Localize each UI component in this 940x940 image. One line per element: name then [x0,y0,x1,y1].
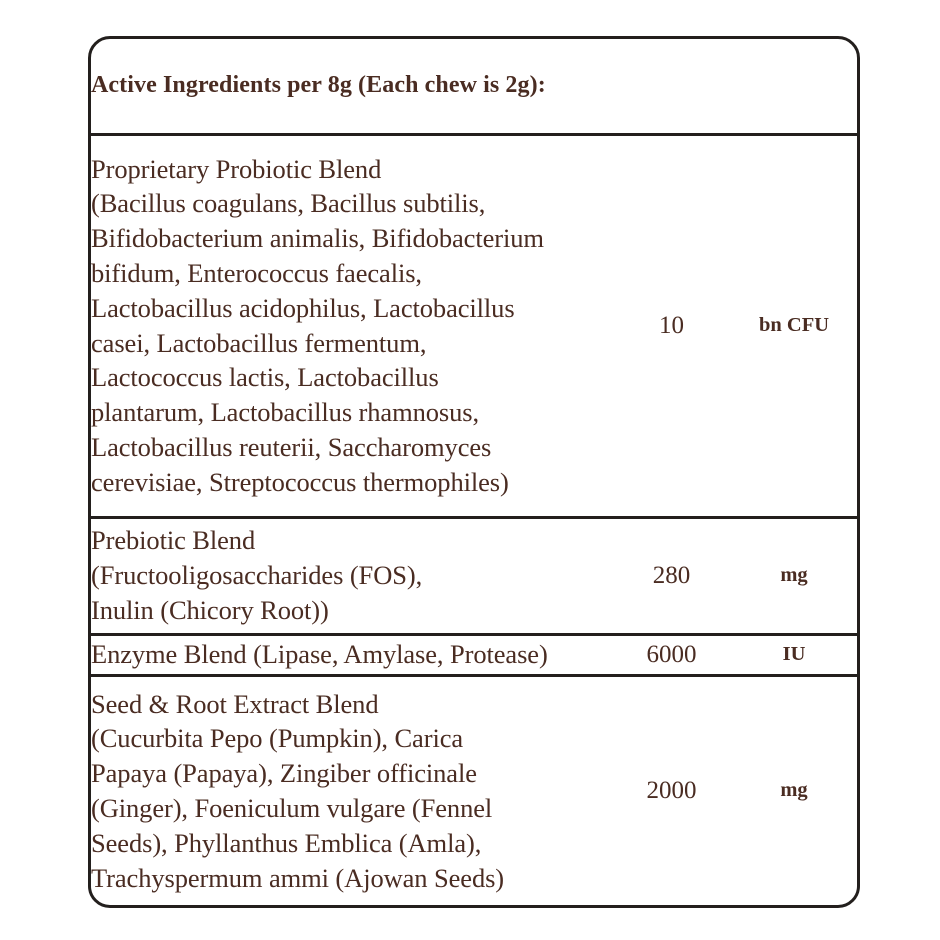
ingredient-line: Seeds), Phyllanthus Emblica (Amla), [91,827,482,858]
table-header-row [91,39,857,134]
ingredient-line: (Fructooligosaccharides (FOS), [91,560,423,591]
unit-column-header [731,39,857,134]
ingredient-amount: 280 [612,517,731,634]
ingredient-unit: IU [731,634,857,675]
ingredient-line: plantarum, Lactobacillus rhamnosus, [91,397,480,428]
ingredient-name-prebiotic-blend [91,517,612,634]
ingredient-name-seed-root-extract-blend [91,675,612,905]
ingredient-line: (Ginger), Foeniculum vulgare (Fennel [91,792,493,823]
ingredient-line: casei, Lactobacillus fermentum, [91,327,427,358]
ingredient-line: Lactobacillus acidophilus, Lactobacillus [91,292,515,323]
table-row [91,134,857,517]
ingredient-line: Lactobacillus reuterii, Saccharomyces [91,431,492,462]
ingredient-line: (Cucurbita Pepo (Pumpkin), Carica [91,723,464,754]
ingredient-name-probiotic-blend [91,134,612,517]
table-row [91,675,857,905]
ingredient-line: Proprietary Probiotic Blend [91,153,382,184]
table-row [91,634,857,675]
table-body [91,39,857,905]
ingredient-amount: 10 [612,134,731,517]
active-ingredients-heading: Active Ingredients per 8g (Each chew is 2g): [91,72,546,99]
ingredient-line: Papaya (Papaya), Zingiber officinale [91,758,477,789]
ingredient-line: Trachyspermum ammi (Ajowan Seeds) [91,862,505,893]
ingredient-line: (Bacillus coagulans, Bacillus subtilis, [91,188,486,219]
supplement-facts-panel [88,36,860,908]
ingredient-line: Bifidobacterium animalis, Bifidobacterium [91,223,544,254]
ingredient-amount: 6000 [612,634,731,675]
ingredient-unit: mg [731,675,857,905]
ingredient-unit: mg [731,517,857,634]
ingredient-line: cerevisiae, Streptococcus thermophiles) [91,466,509,497]
ingredient-line: bifidum, Enterococcus faecalis, [91,257,422,288]
ingredient-name-enzyme-blend [91,634,612,675]
ingredient-unit: bn CFU [731,134,857,517]
active-ingredients-table [91,39,857,905]
ingredient-line: Inulin (Chicory Root)) [91,595,329,626]
ingredient-line: Seed & Root Extract Blend [91,688,379,719]
ingredient-line: Prebiotic Blend [91,525,256,556]
ingredient-line: Enzyme Blend (Lipase, Amylase, Protease) [91,639,548,670]
ingredient-line: Lactococcus lactis, Lactobacillus [91,362,439,393]
ingredient-amount: 2000 [612,675,731,905]
table-row [91,517,857,634]
